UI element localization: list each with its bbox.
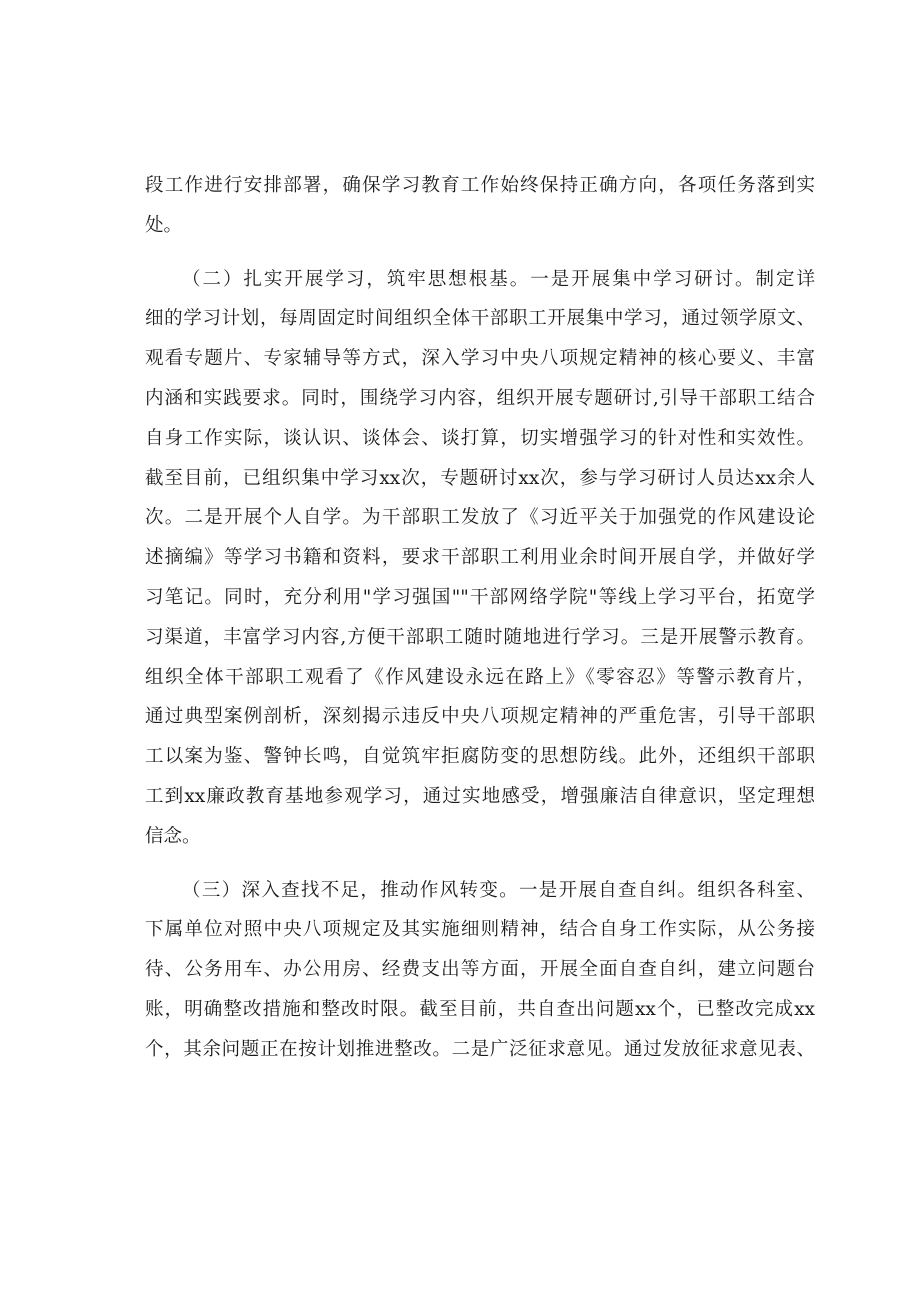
text-line: 截至目前，已组织集中学习xx次，专题研讨xx次，参与学习研讨人员达xx余人 (145, 467, 815, 489)
text-line: 观看专题片、专家辅导等方式，深入学习中央八项规定精神的核心要义、丰富 (145, 348, 815, 370)
text-line: （二）扎实开展学习，筑牢思想根基。一是开展集中学习研讨。制定详 (182, 268, 815, 290)
text-line: 习笔记。同时，充分利用"学习强国""干部网络学院"等线上学习平台，拓宽学 (145, 586, 815, 608)
text-line: 工到xx廉政教育基地参观学习，通过实地感受，增强廉洁自律意识，坚定理想 (145, 785, 815, 807)
text-line: 工以案为鉴、警钟长鸣，自觉筑牢拒腐防变的思想防线。此外，还组织干部职 (145, 746, 815, 768)
text-line: 信念。 (145, 825, 201, 847)
paragraph (145, 871, 815, 1070)
text-line: 账，明确整改措施和整改时限。截至目前，共自查出问题xx个，已整改完成xx (145, 998, 815, 1020)
text-line: 述摘编》等学习书籍和资料，要求干部职工利用业余时间开展自学，并做好学 (145, 547, 815, 569)
text-line: 组织全体干部职工观看了《作风建设永远在路上》《零容忍》等警示教育片， (145, 666, 815, 688)
text-line: 自身工作实际，谈认识、谈体会、谈打算，切实增强学习的针对性和实效性。 (145, 427, 815, 449)
text-line: 内涵和实践要求。同时，围绕学习内容，组织开展专题研讨,引导干部职工结合 (145, 387, 815, 409)
text-line: 处。 (145, 214, 183, 236)
text-line: 个，其余问题正在按计划推进整改。二是广泛征求意见。通过发放征求意见表、 (145, 1038, 815, 1060)
text-line: 通过典型案例剖析，深刻揭示违反中央八项规定精神的严重危害，引导干部职 (145, 706, 815, 728)
paragraph (145, 166, 815, 246)
document-body (145, 166, 815, 1070)
text-line: （三）深入查找不足，推动作风转变。一是开展自查自纠。组织各科室、 (182, 879, 815, 901)
text-line: 待、公务用车、办公用房、经费支出等方面，开展全面自查自纠，建立问题台 (145, 959, 815, 981)
text-line: 次。二是开展个人自学。为干部职工发放了《习近平关于加强党的作风建设论 (145, 507, 815, 529)
text-line: 细的学习计划，每周固定时间组织全体干部职工开展集中学习，通过领学原文、 (145, 308, 815, 330)
text-line: 下属单位对照中央八项规定及其实施细则精神，结合自身工作实际，从公务接 (145, 919, 815, 941)
paragraph (145, 260, 815, 857)
text-line: 段工作进行安排部署，确保学习教育工作始终保持正确方向，各项任务落到实 (145, 175, 815, 196)
text-line: 习渠道，丰富学习内容,方便干部职工随时随地进行学习。三是开展警示教育。 (145, 626, 815, 648)
